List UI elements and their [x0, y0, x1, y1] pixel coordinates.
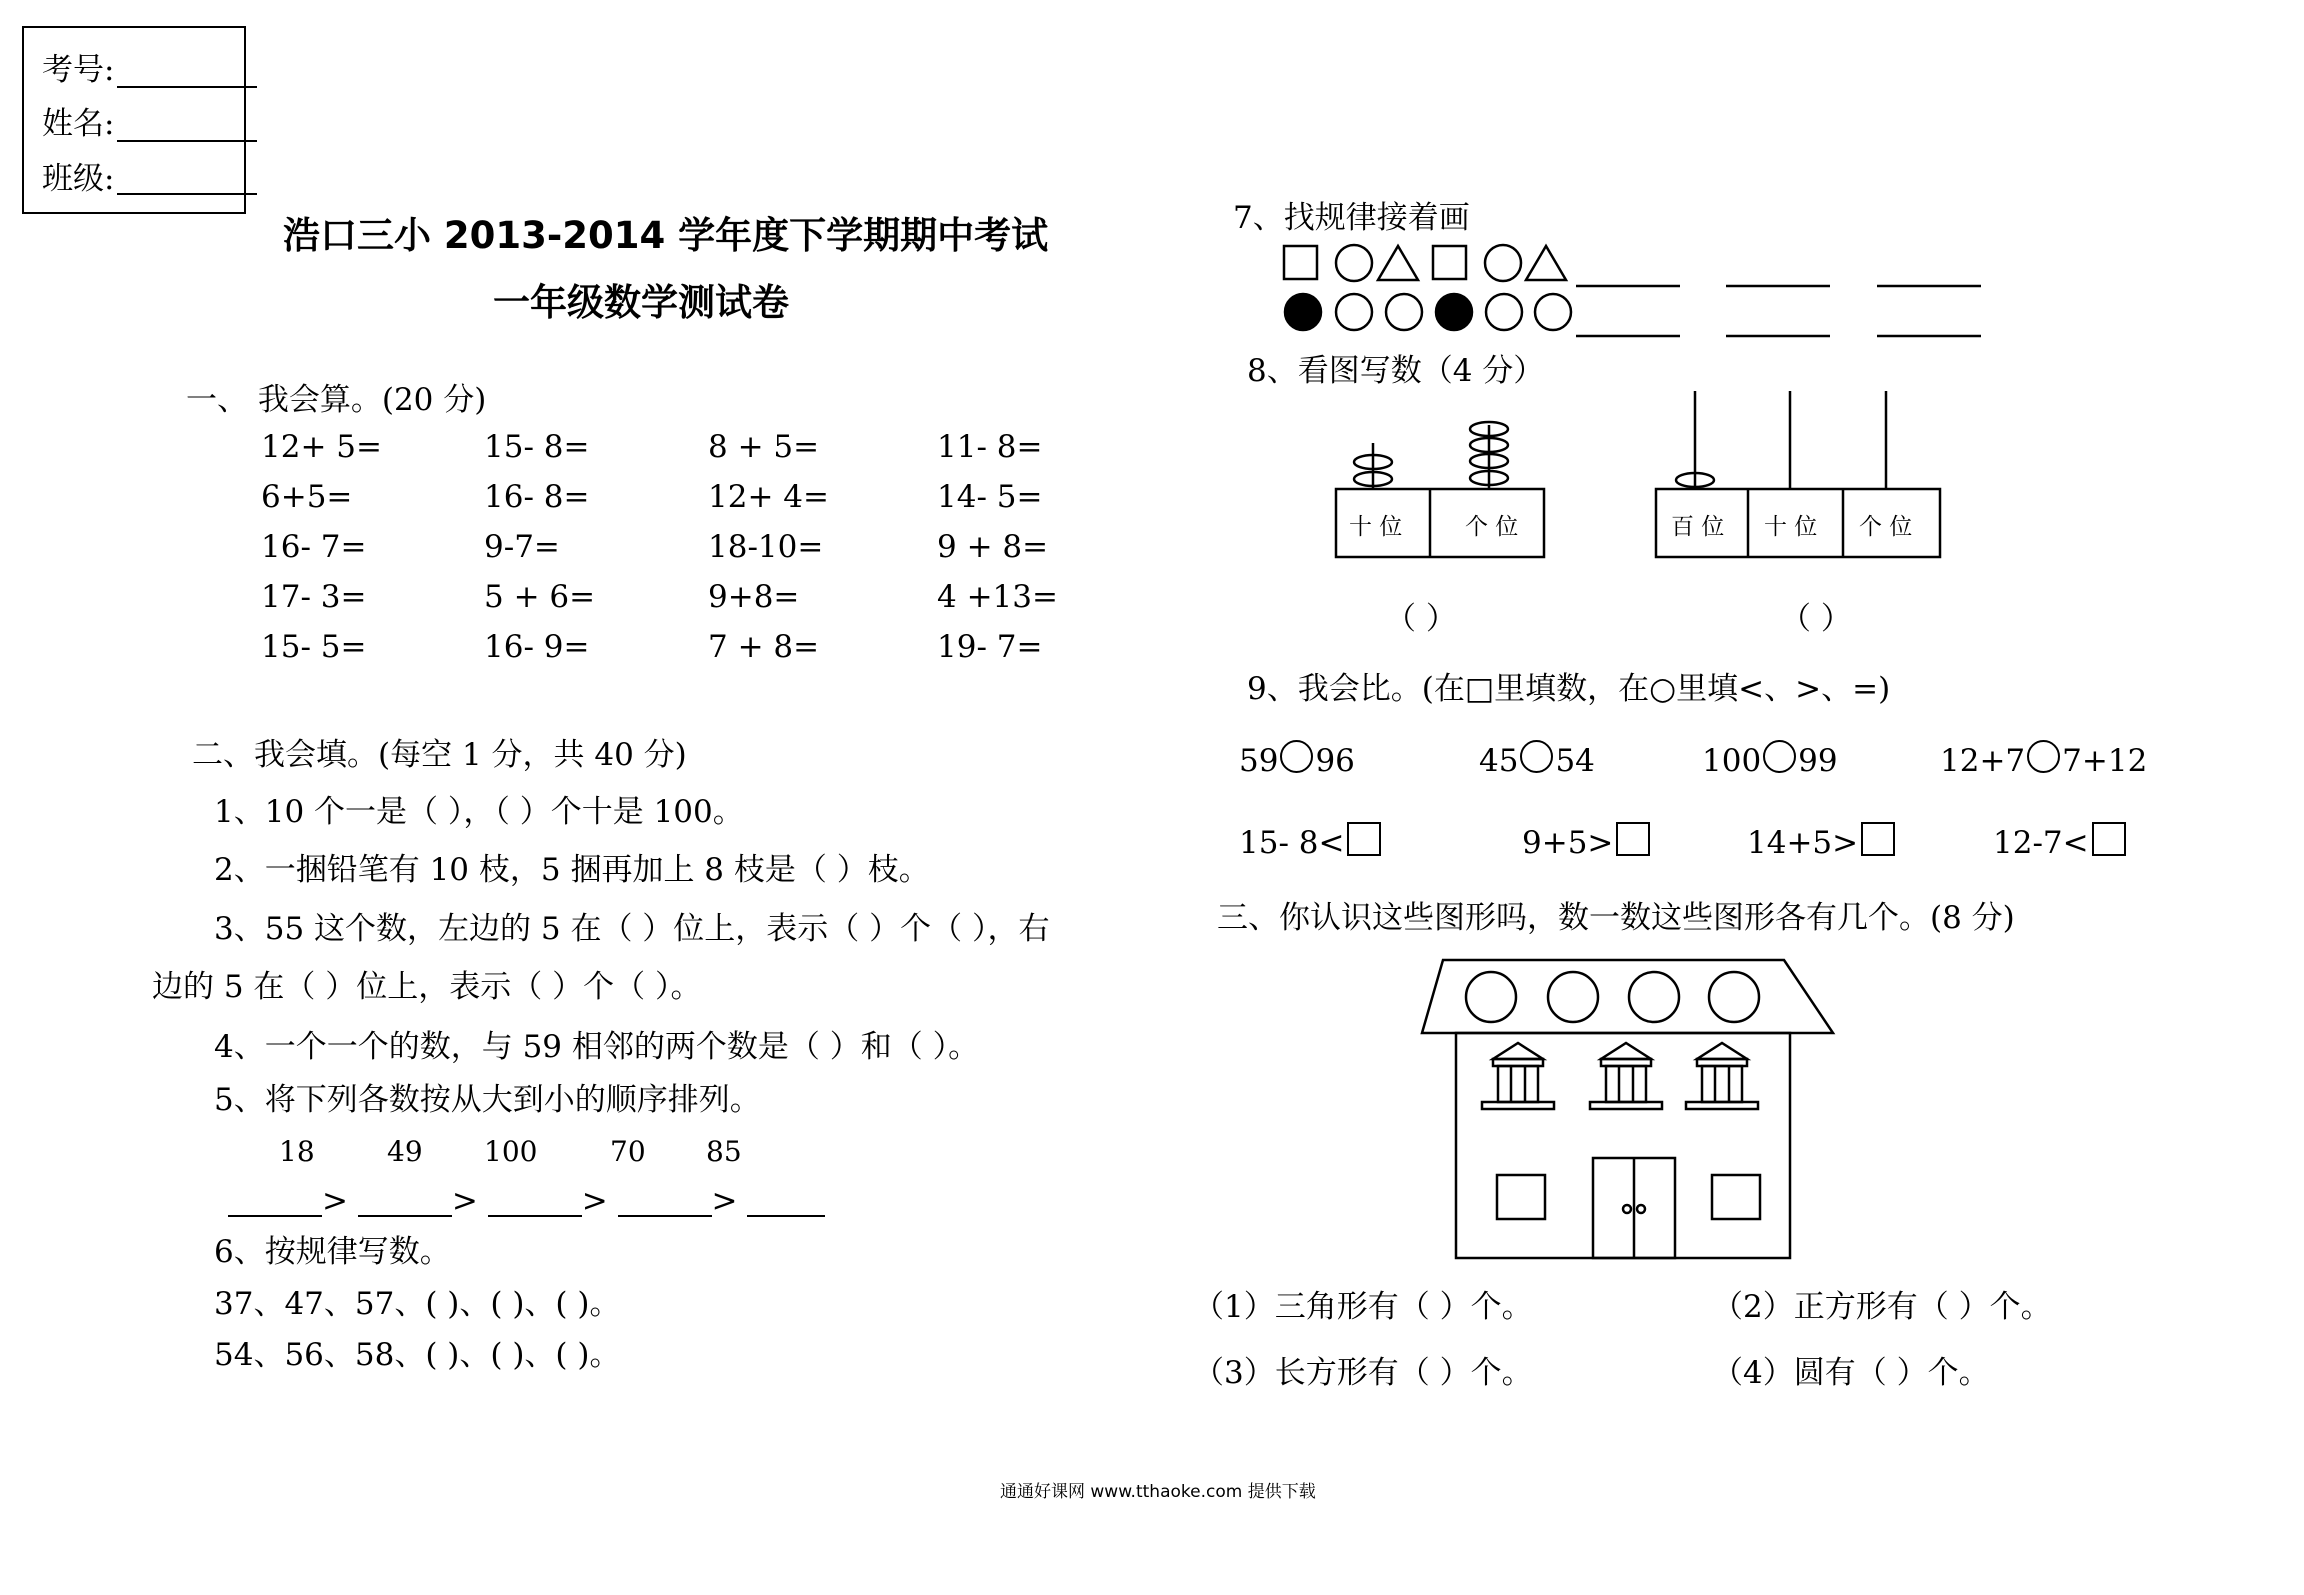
calc-item: 12+ 5= [261, 429, 382, 465]
circle-shape [1535, 294, 1571, 330]
box-compare-expression: 12-7< [1993, 825, 2089, 861]
q8-heading: 8、看图写数（4 分） [1247, 353, 1545, 389]
greater-than: > [581, 1183, 608, 1219]
exam-number-label: 考号: [42, 52, 115, 88]
section3-heading: 三、你认识这些图形吗，数一数这些图形各有几个。(8 分) [1217, 900, 2015, 936]
circle-shape [1386, 294, 1422, 330]
calc-item: 14- 5= [937, 479, 1043, 515]
class-field[interactable] [117, 193, 257, 195]
square-window [1712, 1175, 1760, 1219]
calc-item: 9 + 8= [937, 529, 1049, 565]
student-info-box [22, 26, 246, 214]
window-unit-3 [1686, 1043, 1758, 1109]
q5-number-5: 85 [706, 1135, 742, 1168]
abacus2-answer[interactable]: （ ） [1780, 601, 1852, 637]
calc-item: 19- 7= [937, 629, 1043, 665]
calc-item: 16- 8= [484, 479, 590, 515]
q5-number-3: 100 [484, 1135, 538, 1168]
calc-item: 16- 9= [484, 629, 590, 665]
compare-item [1940, 740, 2147, 777]
calc-item: 5 + 6= [484, 579, 596, 615]
circle-shape [1485, 245, 1521, 281]
compare-left: 59 [1239, 743, 1279, 779]
q5-ordering-line[interactable] [228, 1183, 825, 1219]
abacus2-hundreds-label: 百 位 [1671, 514, 1725, 540]
window-unit-1 [1482, 1043, 1554, 1109]
order-blank[interactable] [747, 1215, 825, 1217]
box-compare-item [1522, 822, 1650, 859]
triangle-shape [1526, 246, 1566, 280]
compare-circle[interactable] [1520, 740, 1553, 773]
box-compare-item [1747, 822, 1895, 859]
compare-left: 45 [1479, 743, 1519, 779]
calc-item: 12+ 4= [708, 479, 829, 515]
compare-circle[interactable] [1763, 740, 1796, 773]
q5-number-1: 18 [279, 1135, 315, 1168]
fill-q3-line2: 边的 5 在（ ）位上，表示（ ）个（ ）。 [152, 969, 702, 1005]
box-compare-item [1239, 822, 1381, 859]
calc-item: 11- 8= [937, 429, 1043, 465]
house-figure [1410, 955, 1840, 1265]
name-label: 姓名: [42, 106, 115, 142]
name-field[interactable] [117, 140, 257, 142]
abacus2-ones-label: 个 位 [1859, 514, 1913, 540]
calc-item: 4 +13= [937, 579, 1058, 615]
order-blank[interactable] [228, 1215, 322, 1217]
compare-right: 96 [1315, 743, 1355, 779]
q6-sequence-2: 54、56、58、( )、( )、( )。 [214, 1337, 621, 1373]
q7-heading: 7、找规律接着画 [1233, 200, 1470, 236]
exam-number-field[interactable] [117, 86, 257, 88]
calc-item: 17- 3= [261, 579, 367, 615]
compare-circle[interactable] [2027, 740, 2060, 773]
door-knob [1637, 1205, 1645, 1213]
shape-count-rectangle: （3）长方形有（ ）个。 [1193, 1355, 1533, 1391]
box-compare-expression: 9+5> [1522, 825, 1614, 861]
fill-q4: 4、一个一个的数，与 59 相邻的两个数是（ ）和（ ）。 [214, 1029, 980, 1065]
greater-than: > [711, 1183, 738, 1219]
exam-subtitle: 一年级数学测试卷 [493, 281, 789, 324]
answer-box[interactable] [2092, 822, 2126, 856]
roof-circle [1466, 972, 1516, 1022]
circle-shape [1486, 294, 1522, 330]
compare-item [1702, 740, 1838, 777]
calc-item: 16- 7= [261, 529, 367, 565]
shape-count-square: （2）正方形有（ ）个。 [1712, 1289, 2052, 1325]
greater-than: > [322, 1183, 348, 1219]
square-window [1497, 1175, 1545, 1219]
section1-heading: 一、 我会算。(20 分) [186, 382, 487, 418]
q6-sequence-1: 37、47、57、( )、( )、( )。 [214, 1286, 621, 1322]
calc-item: 9+8= [708, 579, 800, 615]
q5-number-4: 70 [610, 1135, 646, 1168]
compare-right: 54 [1555, 743, 1595, 779]
order-blank[interactable] [618, 1215, 712, 1217]
exam-title: 浩口三小 2013-2014 学年度下学期期中考试 [283, 214, 1049, 257]
q8-abacus-figure [1320, 385, 1980, 570]
filled-circle-shape [1436, 294, 1472, 330]
roof-circle [1629, 972, 1679, 1022]
calc-item: 15- 8= [484, 429, 590, 465]
square-shape [1284, 246, 1317, 279]
answer-box[interactable] [1347, 822, 1381, 856]
compare-item [1239, 740, 1355, 777]
calc-item: 18-10= [708, 529, 824, 565]
order-blank[interactable] [488, 1215, 582, 1217]
fill-q6: 6、按规律写数。 [214, 1234, 451, 1270]
fill-q1: 1、10 个一是（ ），（ ）个十是 100。 [214, 794, 744, 830]
abacus1-ones-label: 个 位 [1465, 514, 1519, 540]
abacus1-tens-label: 十 位 [1349, 514, 1403, 540]
square-shape [1433, 246, 1466, 279]
circle-shape [1336, 245, 1372, 281]
calc-item: 6+5= [261, 479, 353, 515]
compare-item [1479, 740, 1595, 777]
window-unit-2 [1590, 1043, 1662, 1109]
calc-item: 9-7= [484, 529, 560, 565]
calc-item: 7 + 8= [708, 629, 820, 665]
filled-circle-shape [1285, 294, 1321, 330]
greater-than: > [451, 1183, 478, 1219]
q9-heading: 9、我会比。(在□里填数，在○里填<、>、=) [1247, 671, 1891, 707]
answer-box[interactable] [1861, 822, 1895, 856]
triangle-shape [1378, 246, 1418, 280]
box-compare-expression: 14+5> [1747, 825, 1859, 861]
calc-item: 8 + 5= [708, 429, 820, 465]
q7-pattern-figure [1280, 238, 2010, 343]
box-compare-item [1993, 822, 2126, 859]
q5-number-2: 49 [387, 1135, 423, 1168]
compare-right: 99 [1798, 743, 1838, 779]
section2-heading: 二、我会填。(每空 1 分，共 40 分) [192, 737, 687, 773]
abacus2-tens-label: 十 位 [1764, 514, 1818, 540]
compare-right: 7+12 [2062, 743, 2148, 779]
order-blank[interactable] [358, 1215, 452, 1217]
roof-circle [1548, 972, 1598, 1022]
shape-count-triangle: （1）三角形有（ ）个。 [1193, 1289, 1533, 1325]
footer-credit: 通通好课网 www.tthaoke.com 提供下载 [1000, 1482, 1316, 1502]
box-compare-expression: 15- 8< [1239, 825, 1345, 861]
circle-shape [1336, 294, 1372, 330]
compare-left: 100 [1702, 743, 1762, 779]
door-knob [1623, 1205, 1631, 1213]
compare-left: 12+7 [1940, 743, 2026, 779]
fill-q2: 2、一捆铅笔有 10 枝，5 捆再加上 8 枝是（ ）枝。 [214, 852, 930, 888]
abacus1-answer[interactable]: （ ） [1385, 601, 1457, 637]
fill-q5: 5、将下列各数按从大到小的顺序排列。 [214, 1082, 761, 1118]
shape-count-circle: （4）圆有（ ）个。 [1712, 1355, 1990, 1391]
compare-circle[interactable] [1280, 740, 1313, 773]
answer-box[interactable] [1616, 822, 1650, 856]
class-label: 班级: [42, 161, 115, 197]
fill-q3-line1: 3、55 这个数，左边的 5 在（ ）位上，表示（ ）个（ ），右 [214, 911, 1050, 947]
roof-circle [1709, 972, 1759, 1022]
calc-item: 15- 5= [261, 629, 367, 665]
